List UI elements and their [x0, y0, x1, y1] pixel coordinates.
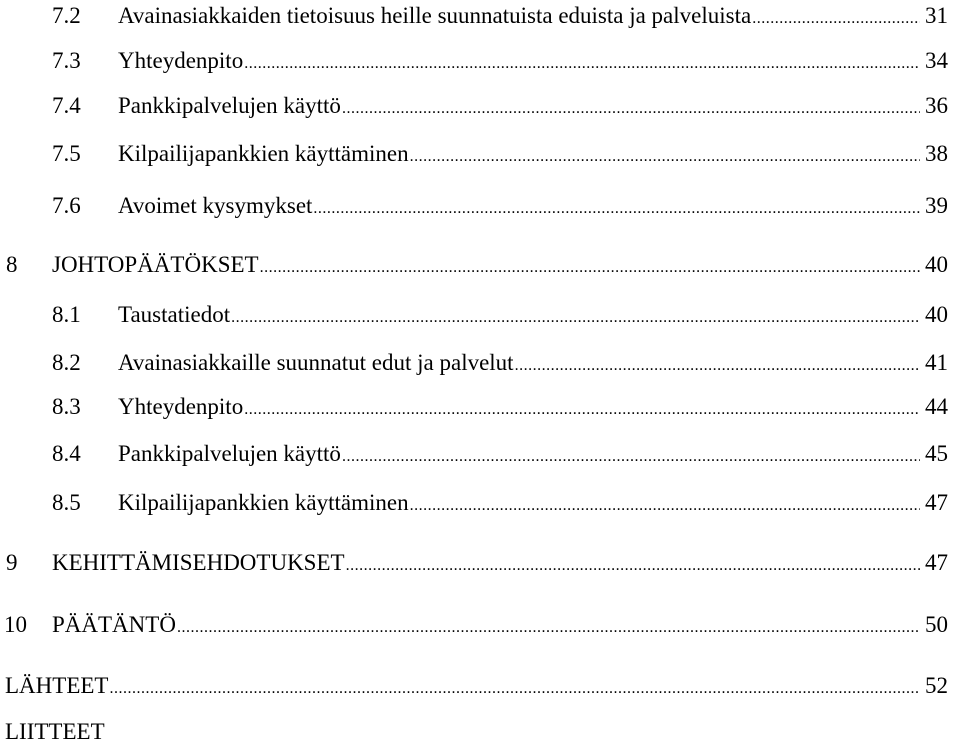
toc-entry-page: 45: [925, 441, 948, 466]
toc-entry-title-line: [118, 438, 948, 473]
toc-entry-page: 52: [925, 673, 948, 698]
toc-entry[interactable]: [0, 347, 960, 379]
dot-leader: [260, 252, 920, 284]
dot-leader: [109, 673, 920, 705]
toc-entry-page: 47: [925, 550, 948, 575]
toc-entry-page: 44: [925, 394, 948, 419]
dot-leader: [752, 3, 920, 35]
toc-entry[interactable]: [0, 716, 960, 748]
toc-entry-title: Yhteydenpito: [118, 394, 244, 419]
toc-entry-title: JOHTOPÄÄTÖKSET: [52, 252, 259, 277]
dot-leader: [410, 141, 920, 173]
toc-entry-number: 8.4: [52, 441, 81, 466]
dot-leader: [410, 490, 920, 522]
toc-entry-page: 41: [925, 350, 948, 375]
toc-entry-number: 7.4: [52, 93, 81, 118]
toc-entry-title-line: [5, 670, 948, 705]
toc-entry-title-line: [118, 45, 948, 80]
toc-entry-title-line: [118, 0, 948, 35]
toc-entry-number: 7.6: [52, 193, 81, 218]
toc-entry-page: 34: [925, 48, 948, 73]
toc-entry-title-line: [5, 716, 106, 748]
toc-entry-title: Avoimet kysymykset: [118, 193, 313, 218]
toc-entry-number: 7.5: [52, 141, 81, 166]
toc-entry[interactable]: [0, 45, 960, 77]
toc-entry-title-line: [118, 190, 948, 225]
toc-entry-number: 8.1: [52, 302, 81, 327]
toc-entry-number: 8.5: [52, 490, 81, 515]
toc-entry-title-line: [52, 609, 948, 644]
toc-entry[interactable]: [0, 299, 960, 331]
toc-entry[interactable]: [0, 547, 960, 579]
toc-entry-title: Avainasiakkaiden tietoisuus heille suunnatuista eduista ja palveluista: [118, 3, 752, 28]
toc-entry-title-line: [52, 249, 948, 284]
toc-entry-title: Taustatiedot: [118, 302, 231, 327]
toc-entry-title: Kilpailijapankkien käyttäminen: [118, 490, 409, 515]
dot-leader: [342, 93, 920, 125]
toc-entry[interactable]: [0, 391, 960, 423]
dot-leader: [515, 350, 920, 382]
toc-entry-number: 8.3: [52, 394, 81, 419]
dot-leader: [342, 441, 920, 473]
toc-entry[interactable]: [0, 249, 960, 281]
toc-entry-page: 40: [925, 252, 948, 277]
toc-entry-number: 8.2: [52, 350, 81, 375]
toc-entry-number: 9: [6, 550, 18, 575]
toc-entry-number: 10: [4, 612, 27, 637]
toc-entry[interactable]: [0, 0, 960, 32]
toc-entry-page: 47: [925, 490, 948, 515]
toc-entry-page: 50: [925, 612, 948, 637]
toc-entry-page: 40: [925, 302, 948, 327]
toc-entry-title-line: [118, 487, 948, 522]
dot-leader: [244, 48, 920, 80]
toc-entry[interactable]: [0, 90, 960, 122]
toc-entry-page: 39: [925, 193, 948, 218]
toc-entry-title: LÄHTEET: [5, 673, 109, 698]
dot-leader: [346, 550, 920, 582]
dot-leader: [231, 302, 920, 334]
toc-entry-title-line: [52, 547, 948, 582]
toc-entry-title: Yhteydenpito: [118, 48, 244, 73]
toc-entry-page: 36: [925, 93, 948, 118]
toc-entry-title-line: [118, 299, 948, 334]
toc-entry-title: Pankkipalvelujen käyttö: [118, 441, 341, 466]
toc-entry-title: Avainasiakkaille suunnatut edut ja palvelut: [118, 350, 514, 375]
toc-entry-title: LIITTEET: [5, 719, 105, 744]
toc-entry[interactable]: [0, 138, 960, 170]
toc-entry-title: PÄÄTÄNTÖ: [52, 612, 176, 637]
toc-entry[interactable]: [0, 190, 960, 222]
toc-entry-number: 7.2: [52, 3, 81, 28]
dot-leader: [244, 394, 920, 426]
toc-entry-title: KEHITTÄMISEHDOTUKSET: [52, 550, 345, 575]
toc-entry-title-line: [118, 347, 948, 382]
toc-entry-number: 8: [6, 252, 18, 277]
dot-leader: [177, 612, 920, 644]
toc-entry[interactable]: [0, 438, 960, 470]
toc-entry-page: 31: [925, 3, 948, 28]
toc-entry-title: Pankkipalvelujen käyttö: [118, 93, 341, 118]
toc-entry-title-line: [118, 391, 948, 426]
toc-entry[interactable]: [0, 609, 960, 641]
toc-entry[interactable]: [0, 487, 960, 519]
toc-entry-title: Kilpailijapankkien käyttäminen: [118, 141, 409, 166]
toc-entry-title-line: [118, 138, 948, 173]
toc-entry-number: 7.3: [52, 48, 81, 73]
toc-entry[interactable]: [0, 670, 960, 702]
dot-leader: [313, 193, 920, 225]
toc-entry-page: 38: [925, 141, 948, 166]
toc-entry-title-line: [118, 90, 948, 125]
